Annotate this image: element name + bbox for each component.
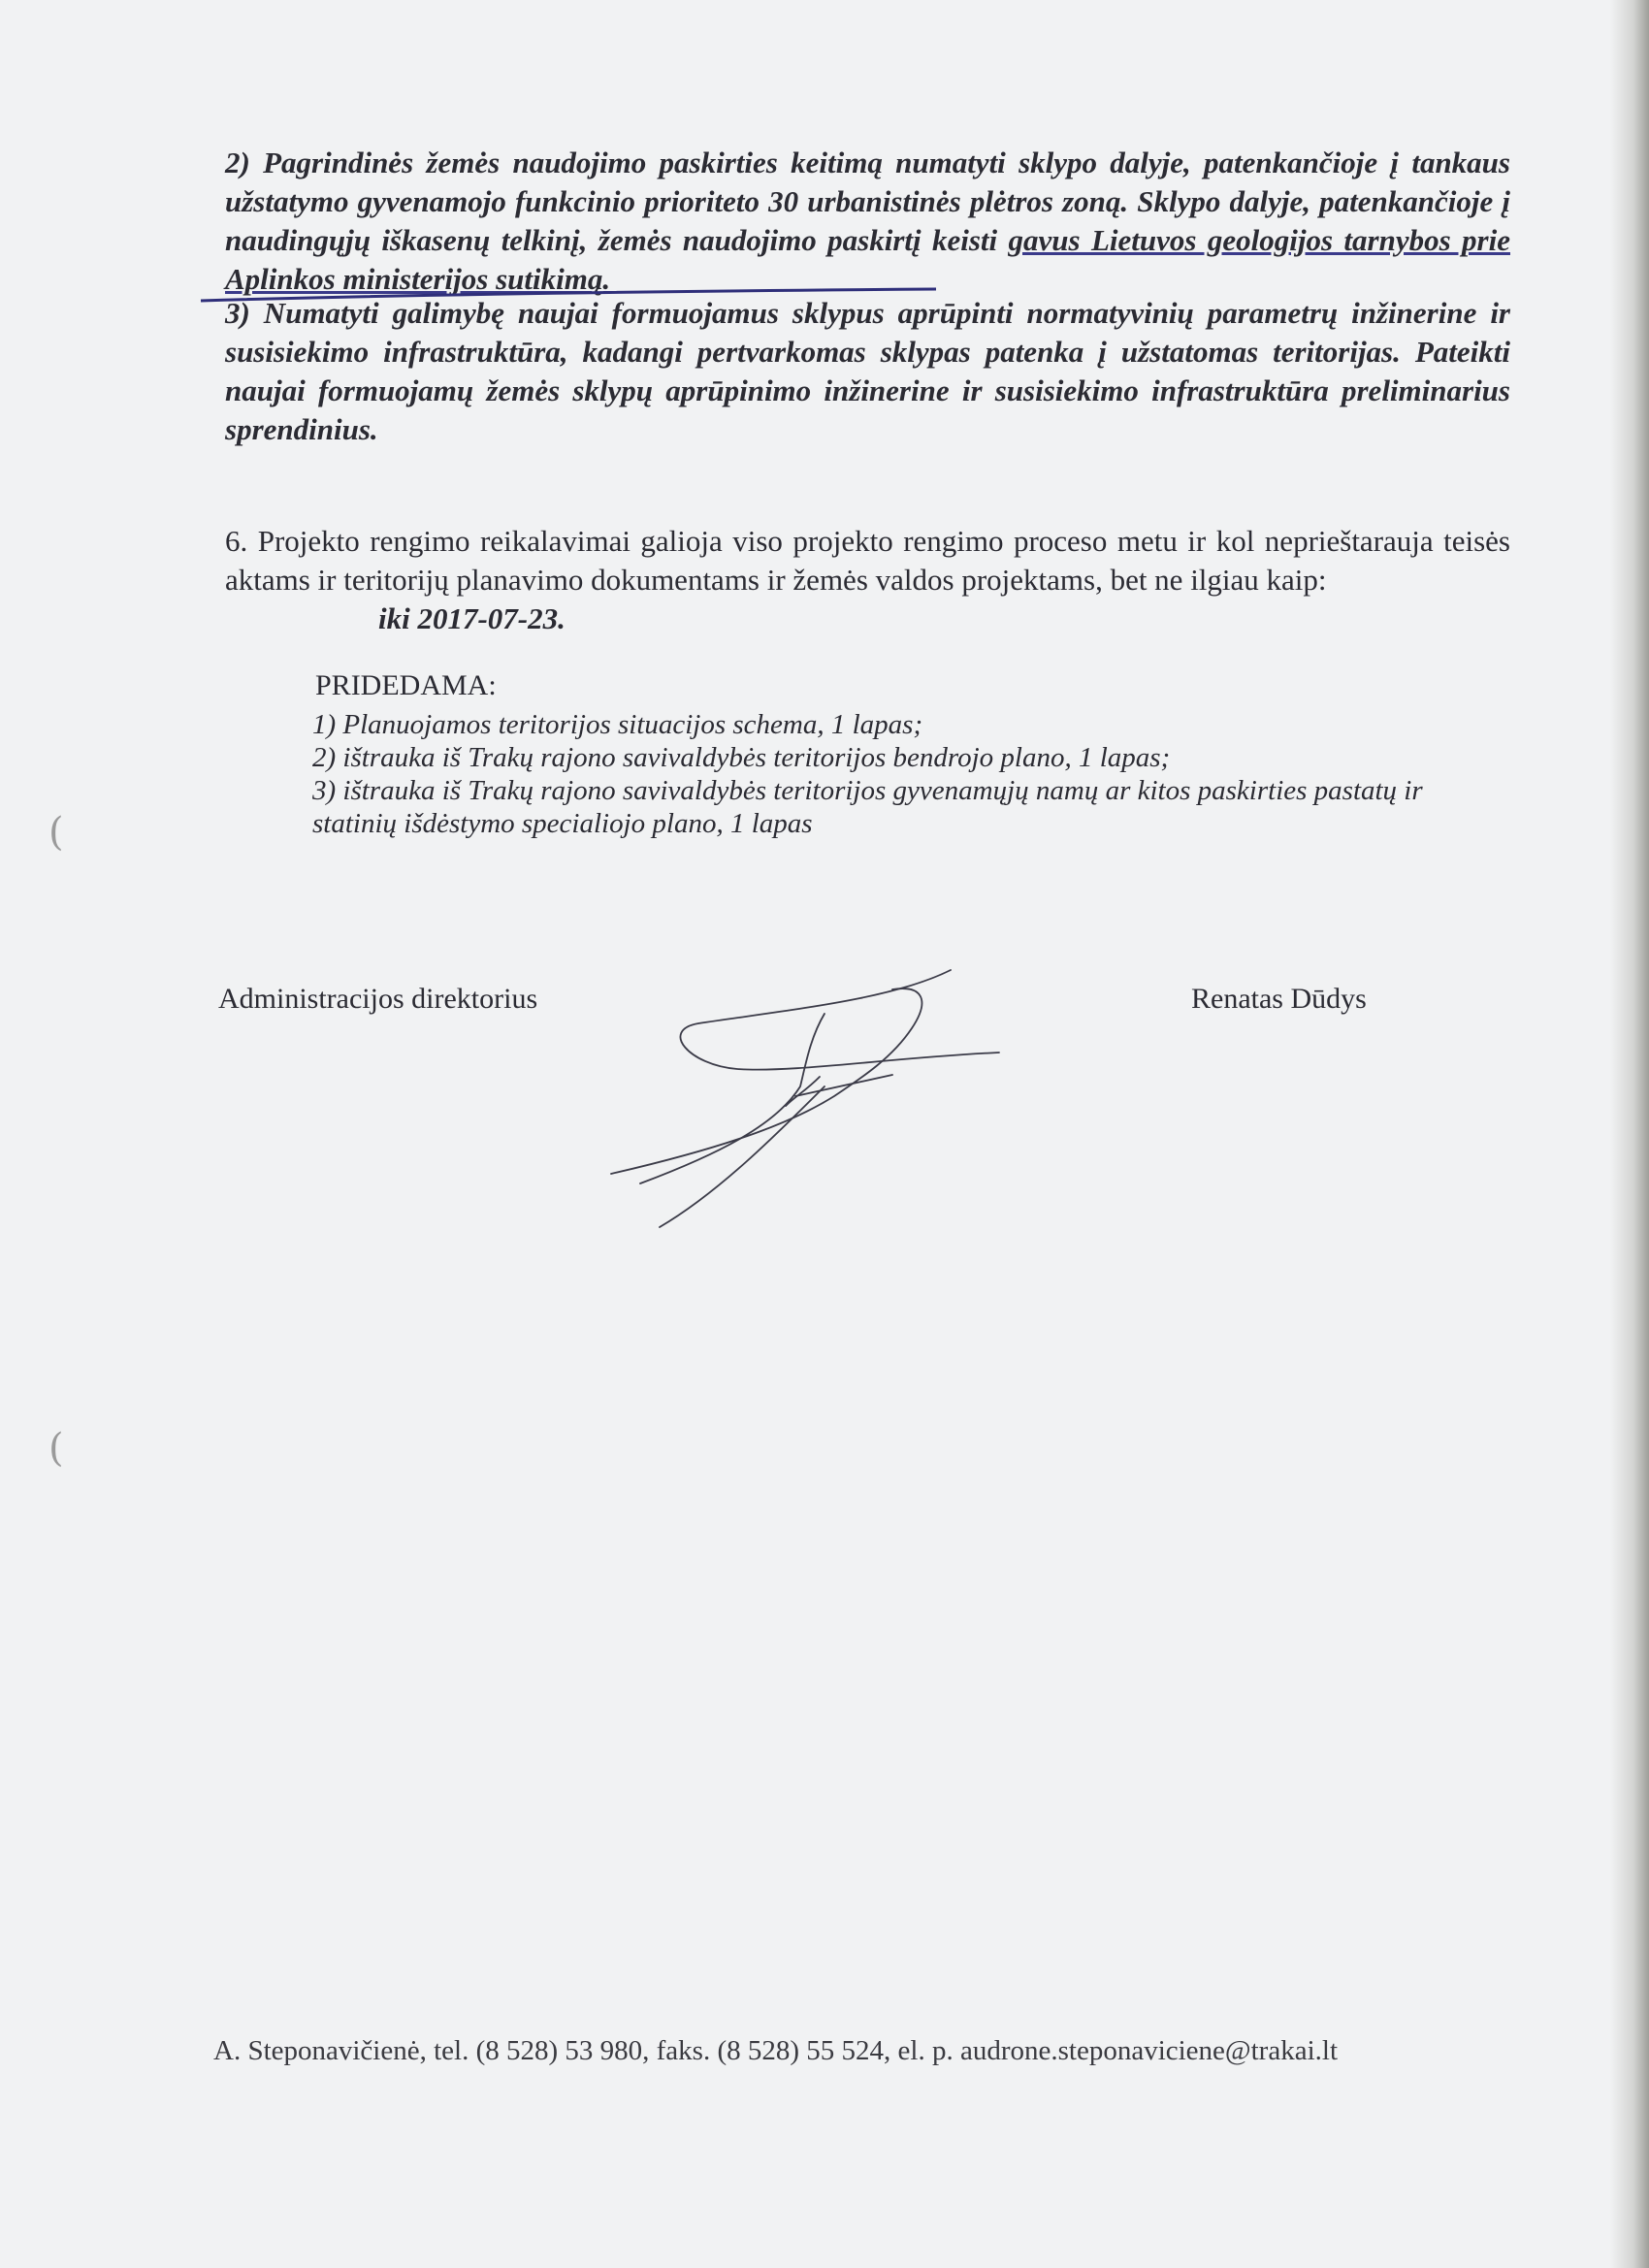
attachments-list [312, 708, 1510, 840]
requirement-2-underlined-part: gavus Lietuvos geologijos tarnybos prie Aplinkos ministerijos sutikimą. [225, 223, 1510, 296]
requirement-2-part-1: 2) Pagrindinės žemės naudojimo paskirties keitimą numatyti sklypo dalyje, patenkančioje į tankaus užstatymo gyvenamojo funkcinio prioriteto 30 urbanistinės plėtros zoną. Sklypo dalyje, patenkančioje į naudingųjų iškasenų telkinį, žemės naudojimo paskirtį keisti [225, 146, 1510, 257]
signatory-name: Renatas Dūdys [1191, 983, 1367, 1015]
attachments-title: PRIDEDAMA: [315, 669, 497, 701]
section-6-text: 6. Projekto rengimo reikalavimai galioja viso projekto rengimo proceso metu ir kol neprieštarauja teisės aktams ir teritorijų planavimo dokumentams ir žemės valdos projektams, bet ne ilgiau kaip: [225, 524, 1510, 597]
requirement-item-2 [225, 144, 1510, 299]
signatory-role: Administracijos direktorius [218, 983, 538, 1015]
page-edge-shadow [1610, 0, 1649, 2268]
requirement-2-text [225, 144, 1510, 299]
requirement-item-3 [225, 294, 1510, 449]
section-6 [225, 522, 1510, 599]
requirement-3-text: 3) Numatyti galimybę naujai formuojamus sklypus aprūpinti normatyvinių parametrų inžinerine ir susisiekimo infrastruktūra, kadangi pertvarkomas sklypas patenka į užstatomas teritorijas. Pateikti naujai formuojamų žemės sklypų aprūpinimo inžinerine ir susisiekimo infrastruktūra preliminarius sprendinius. [225, 296, 1510, 446]
attachment-item: 3) ištrauka iš Trakų rajono savivaldybės teritorijos gyvenamųjų namų ar kitos paskirties pastatų ir statinių išdėstymo specialiojo plano, 1 lapas [312, 775, 1423, 839]
margin-mark: ( [48, 1426, 64, 1471]
handwritten-signature [601, 960, 1009, 1232]
deadline-date: iki 2017-07-23. [378, 601, 566, 635]
contact-footer: A. Steponavičienė, tel. (8 528) 53 980, faks. (8 528) 55 524, el. p. audrone.steponaviciene@trakai.lt [213, 2035, 1339, 2066]
attachment-item: 1) Planuojamos teritorijos situacijos schema, 1 lapas; [312, 709, 923, 740]
attachment-item: 2) ištrauka iš Trakų rajono savivaldybės teritorijos bendrojo plano, 1 lapas; [312, 742, 1171, 773]
margin-mark: ( [48, 810, 64, 855]
